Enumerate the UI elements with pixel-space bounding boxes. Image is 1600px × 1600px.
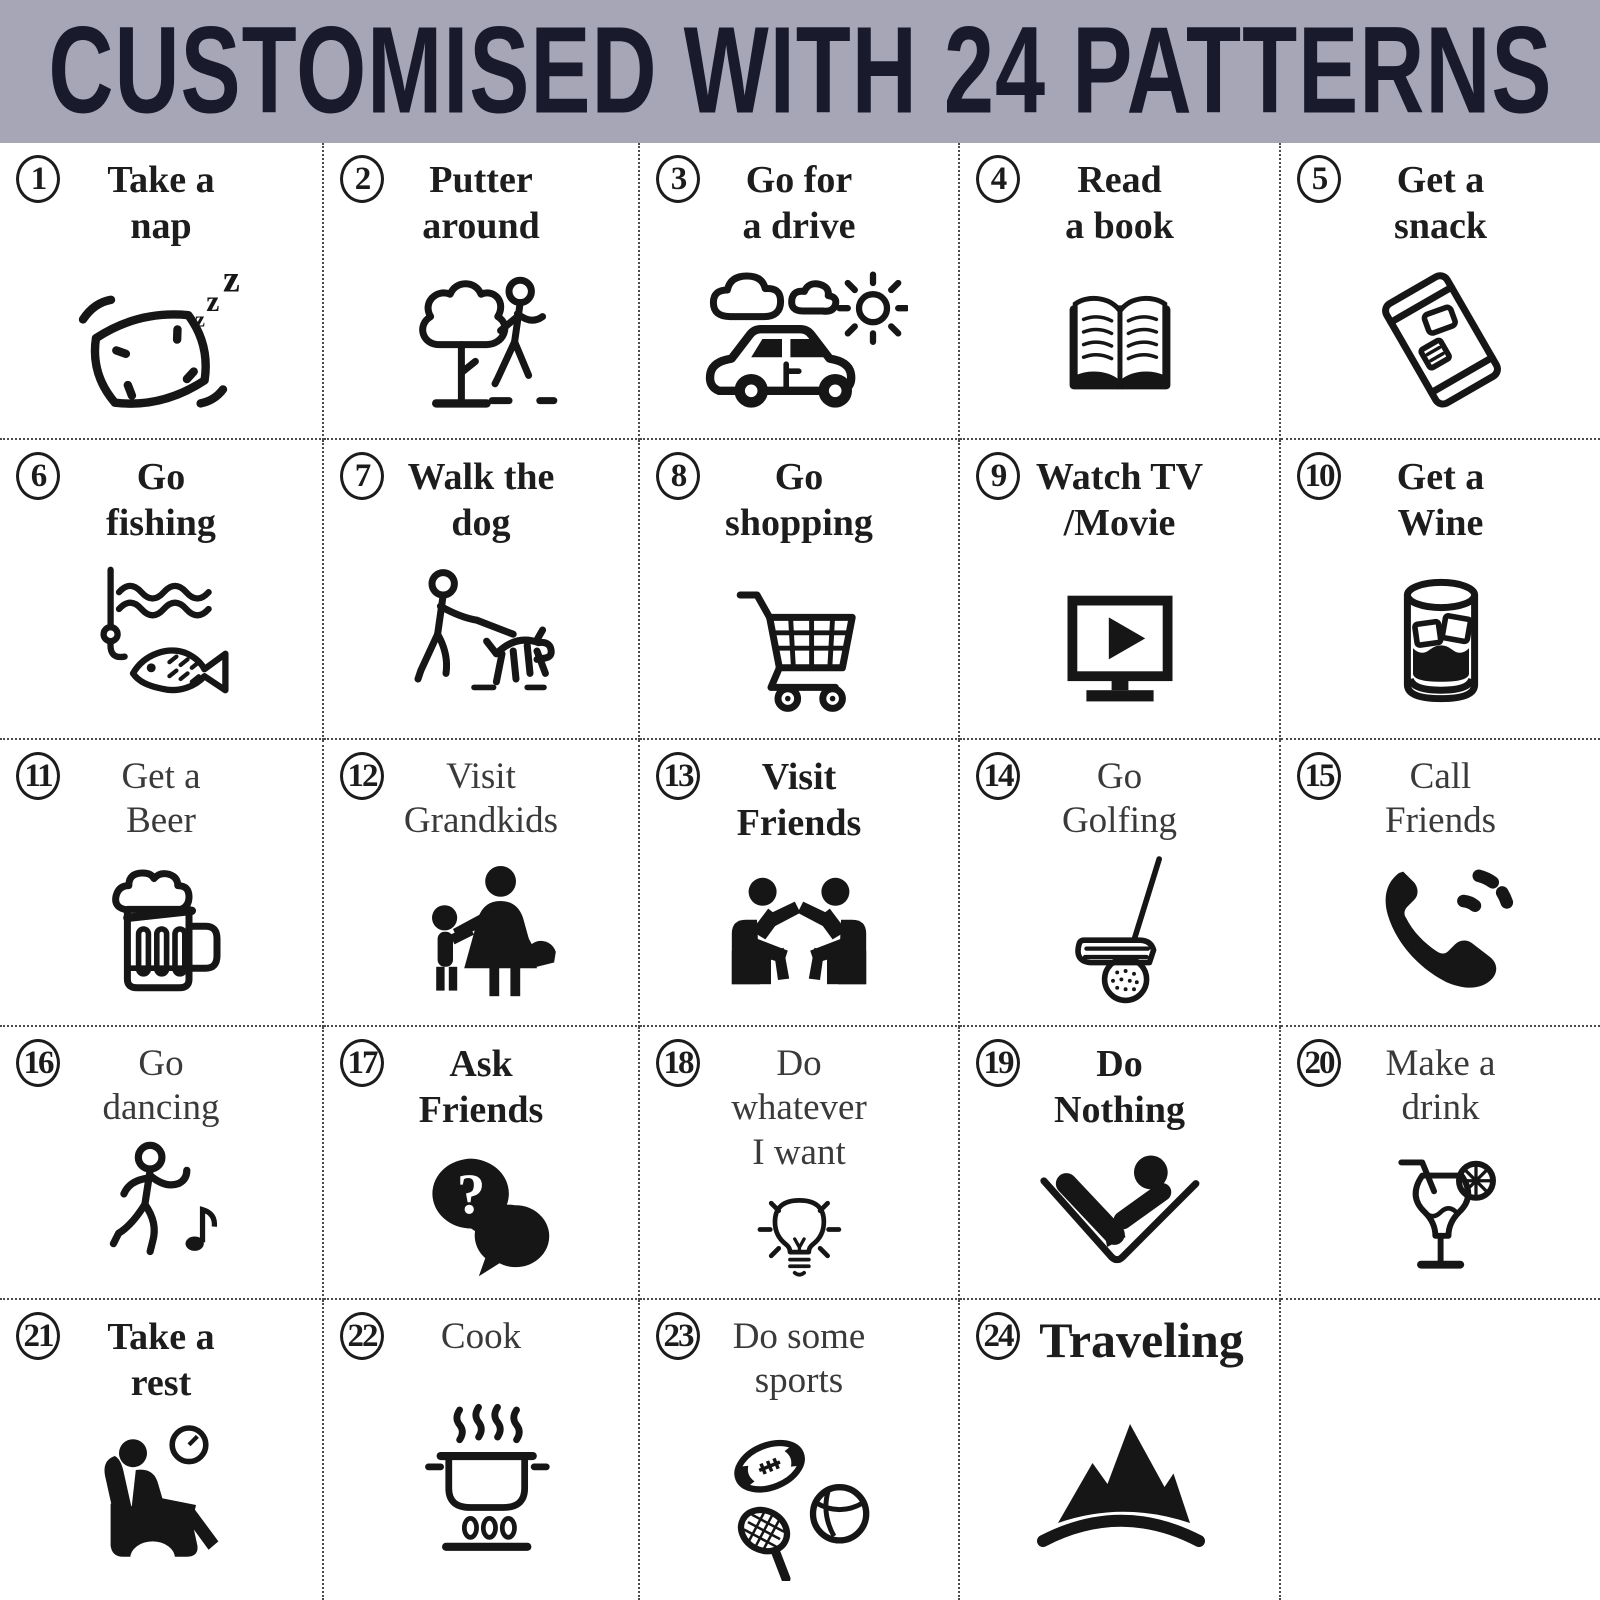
pattern-number: 9 [976, 452, 1020, 500]
pattern-label: Putter around [422, 159, 540, 247]
pattern-label: Go for a drive [742, 159, 856, 247]
shopping-cart-icon [640, 546, 958, 738]
golf-club-ball-icon [960, 844, 1279, 1025]
pattern-label: Take a nap [107, 159, 215, 247]
sports-balls-icon [640, 1404, 958, 1600]
pattern-number: 16 [16, 1039, 60, 1087]
pattern-label: Go shopping [725, 456, 873, 544]
pattern-cell-14 [960, 740, 1281, 1027]
empty-cell [1281, 1300, 1600, 1600]
pattern-cell-6 [0, 440, 324, 740]
pattern-cell-18 [640, 1027, 960, 1300]
pattern-number: 24 [976, 1312, 1020, 1360]
svg-text:?: ? [456, 1163, 485, 1227]
svg-text:z: z [205, 285, 219, 318]
pattern-label: Make a drink [1385, 1043, 1496, 1129]
pattern-number: 5 [1297, 155, 1341, 203]
pattern-number: 18 [656, 1039, 700, 1087]
pattern-cell-22 [324, 1300, 640, 1600]
pattern-cell-3 [640, 143, 960, 440]
pattern-number: 7 [340, 452, 384, 500]
cocktail-glass-icon [1281, 1131, 1600, 1298]
pattern-cell-23 [640, 1300, 960, 1600]
pattern-label: Go fishing [106, 456, 216, 544]
pattern-cell-21 [0, 1300, 324, 1600]
pattern-label: Watch TV /Movie [1035, 456, 1204, 544]
pattern-number: 8 [656, 452, 700, 500]
pattern-label: Ask Friends [418, 1043, 544, 1131]
pattern-cell-13 [640, 740, 960, 1027]
tv-play-icon [960, 546, 1279, 738]
pattern-cell-11 [0, 740, 324, 1027]
pattern-label: Go Golfing [1061, 756, 1178, 842]
pattern-number: 14 [976, 752, 1020, 800]
pattern-label: Do some sports [732, 1316, 866, 1402]
pattern-label: Read a book [1065, 159, 1174, 247]
pattern-label: Walk the dog [407, 456, 555, 544]
pattern-number: 12 [340, 752, 384, 800]
fish-hook-icon [0, 546, 322, 738]
pattern-number: 10 [1297, 452, 1341, 500]
pattern-number: 1 [16, 155, 60, 203]
phone-call-icon [1281, 844, 1600, 1025]
dancer-music-icon [0, 1131, 322, 1298]
dog-walk-icon [324, 546, 638, 738]
svg-text:z: z [222, 257, 240, 300]
pattern-cell-16 [0, 1027, 324, 1300]
pattern-label: Take a rest [107, 1316, 215, 1404]
svg-text:z: z [194, 305, 205, 331]
pattern-cell-12 [324, 740, 640, 1027]
question-bubbles-icon [324, 1133, 638, 1298]
armchair-rest-icon [0, 1406, 322, 1600]
pattern-cell-5 [1281, 143, 1600, 440]
pattern-number: 3 [656, 155, 700, 203]
pattern-number: 2 [340, 155, 384, 203]
pattern-label: Do Nothing [1054, 1043, 1185, 1131]
pattern-number: 20 [1297, 1039, 1341, 1087]
page-title: CUSTOMISED WITH 24 PATTERNS [47, 2, 1553, 140]
open-book-icon [960, 249, 1279, 438]
pattern-number: 13 [656, 752, 700, 800]
pattern-number: 4 [976, 155, 1020, 203]
pattern-cell-10 [1281, 440, 1600, 740]
pattern-label: Get a Beer [121, 756, 201, 842]
pattern-number: 11 [16, 752, 60, 800]
pattern-cell-9 [960, 440, 1281, 740]
pattern-cell-24 [960, 1300, 1281, 1600]
snack-bag-icon [1281, 249, 1600, 438]
relax-person-icon [960, 1133, 1279, 1298]
pattern-label: Visit Grandkids [403, 756, 559, 842]
grandma-child-icon [324, 844, 638, 1025]
pattern-number: 22 [340, 1312, 384, 1360]
title-banner [0, 0, 1600, 143]
patterns-grid [0, 143, 1600, 1600]
car-drive-icon [640, 249, 958, 438]
pattern-label: Visit Friends [736, 756, 862, 844]
pattern-cell-19 [960, 1027, 1281, 1300]
friends-chat-icon [640, 846, 958, 1025]
pattern-label: Get a snack [1394, 159, 1487, 247]
pattern-number: 6 [16, 452, 60, 500]
pattern-cell-7 [324, 440, 640, 740]
pattern-cell-20 [1281, 1027, 1600, 1300]
pattern-cell-8 [640, 440, 960, 740]
pattern-cell-4 [960, 143, 1281, 440]
pattern-cell-2 [324, 143, 640, 440]
wine-glass-ice-icon [1281, 546, 1600, 738]
pattern-number: 17 [340, 1039, 384, 1087]
beer-mug-icon [0, 844, 322, 1025]
cooking-pot-icon [324, 1359, 638, 1600]
pattern-cell-17 [324, 1027, 640, 1300]
pattern-number: 19 [976, 1039, 1020, 1087]
pattern-cell-15 [1281, 740, 1600, 1027]
pattern-number: 21 [16, 1312, 60, 1360]
idea-bulb-icon [640, 1175, 958, 1298]
pattern-label: Go dancing [102, 1043, 220, 1129]
pattern-label: Do whatever I want [731, 1043, 867, 1173]
pattern-label: Call Friends [1385, 756, 1496, 842]
pattern-label: Traveling [1039, 1312, 1244, 1368]
pattern-number: 23 [656, 1312, 700, 1360]
pillow-sleep-icon [0, 249, 322, 438]
pattern-cell-1 [0, 143, 324, 440]
stroll-tree-icon [324, 249, 638, 438]
pattern-label: Get a Wine [1396, 456, 1485, 544]
pattern-number: 15 [1297, 752, 1341, 800]
mountains-travel-icon [960, 1367, 1279, 1600]
pattern-label: Cook [440, 1316, 522, 1357]
